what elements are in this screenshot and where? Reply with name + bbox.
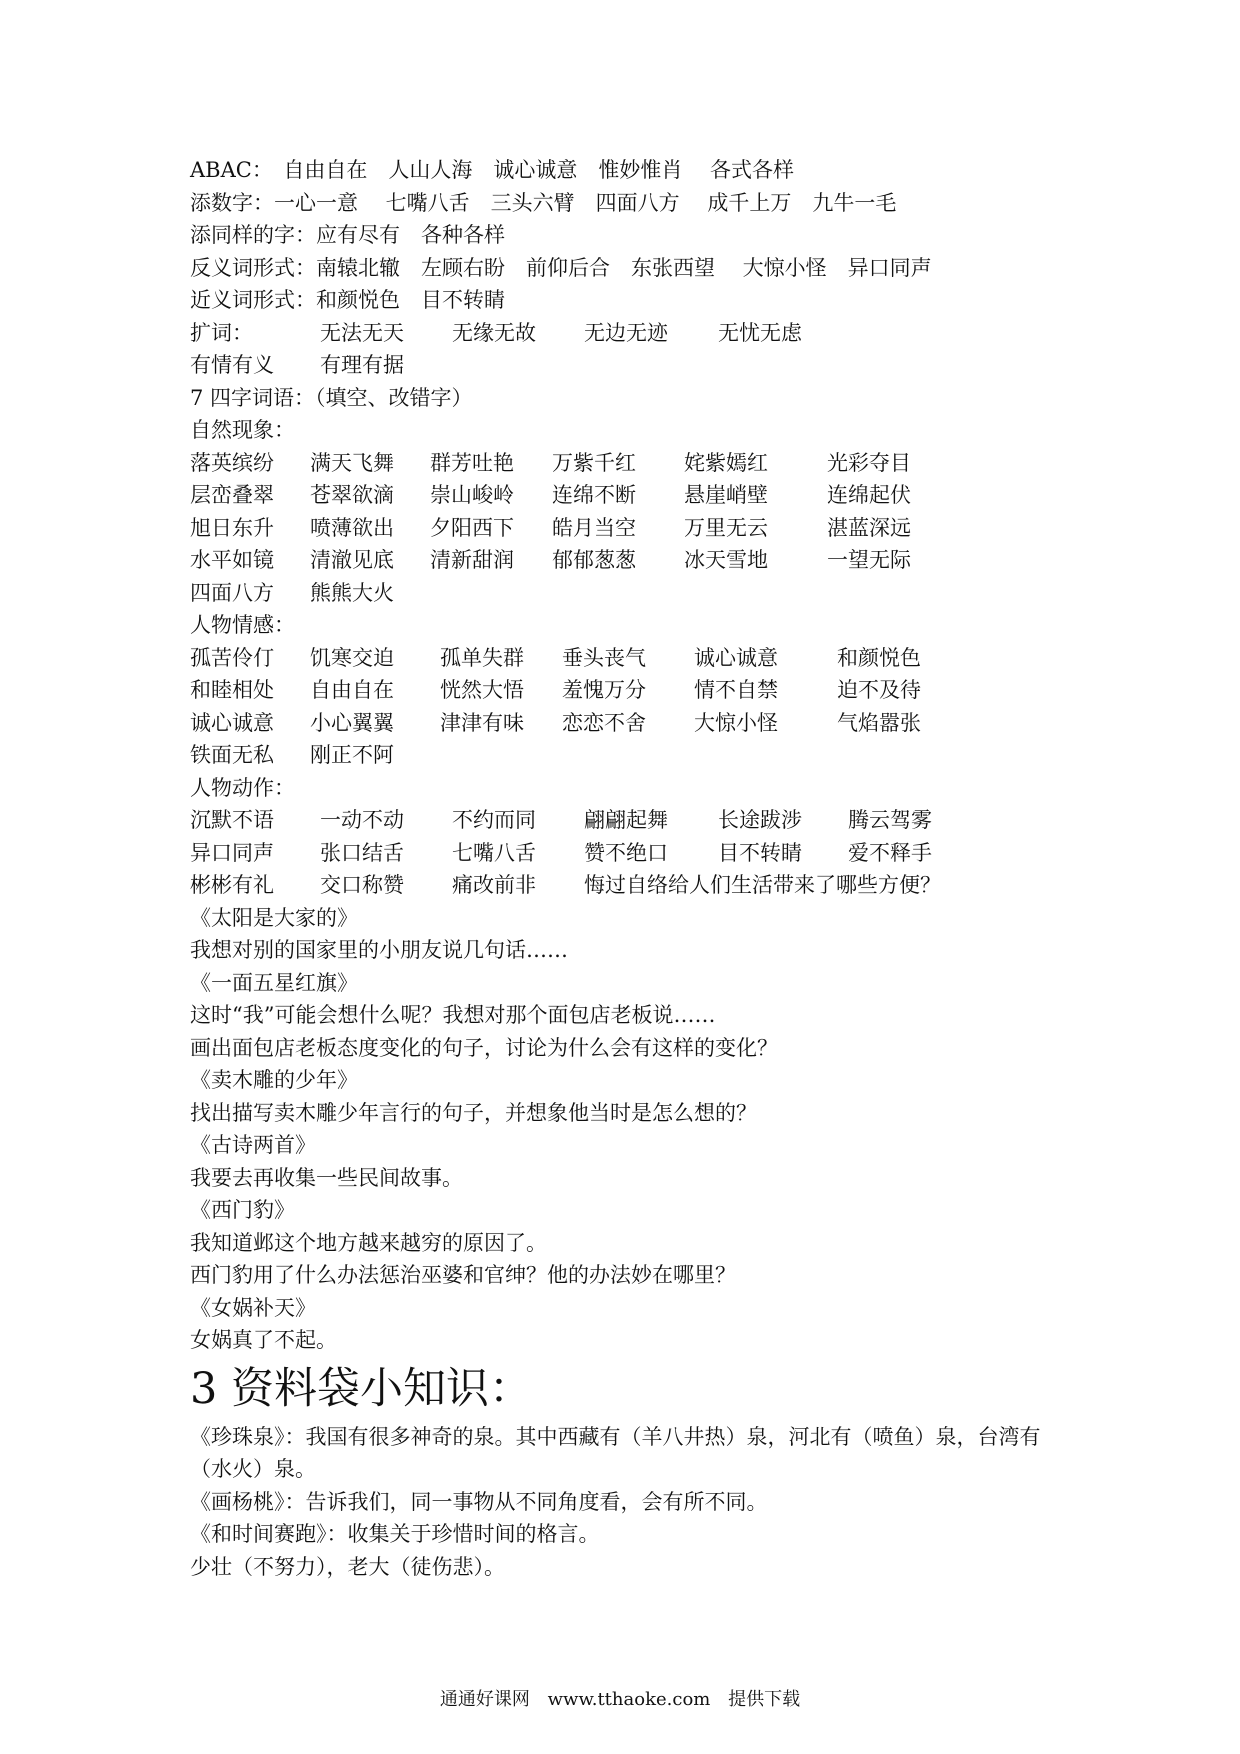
word: 冰天雪地: [684, 548, 768, 572]
word: 皓月当空: [552, 515, 636, 540]
word: 不约而同: [452, 808, 536, 832]
nature-row-3: [190, 512, 1090, 545]
emotion-row-1: [190, 642, 1090, 675]
word: 沉默不语: [190, 808, 274, 832]
word: 郁郁葱葱: [552, 548, 636, 572]
word: 彬彬有礼: [190, 873, 274, 897]
word: 悬崖峭壁: [684, 483, 768, 507]
word: 无法无天: [320, 320, 404, 345]
word: 痛改前非: [452, 873, 536, 897]
nature-row-5: [190, 577, 1090, 610]
word: 交口称赞: [320, 873, 404, 897]
word: 迫不及待: [837, 678, 921, 702]
text-line-add-number: 添数字：一心一意 七嘴八舌 三头六臂 四面八方 成千上万 九牛一毛: [190, 190, 897, 215]
word: 有理有据: [320, 353, 404, 377]
section-3-text: 《画杨桃》：告诉我们，同一事物从不同角度看，会有所不同。: [190, 1489, 768, 1514]
section-3-title: 3 资料袋小知识：: [190, 1363, 533, 1414]
word: 水平如镜: [190, 548, 274, 572]
word: 气焰嚣张: [837, 710, 921, 735]
word: 诚心诚意: [190, 710, 274, 735]
lesson-title: 《卖木雕的少年》: [190, 1068, 358, 1092]
text-line-synonym-form: 近义词形式：和颜悦色 目不转睛: [190, 288, 505, 312]
lesson-text: 西门豹用了什么办法惩治巫婆和官绅？他的办法妙在哪里？: [190, 1263, 736, 1287]
word: 大惊小怪: [694, 710, 778, 735]
word: 崇山峻岭: [430, 483, 514, 507]
lesson-title: 《西门豹》: [190, 1198, 295, 1222]
word: 长途跋涉: [718, 808, 802, 832]
word: 无边无迹: [584, 320, 668, 345]
word: 连绵不断: [552, 483, 636, 507]
footer-suffix: 提供下载: [728, 1689, 801, 1710]
word: 姹紫嫣红: [684, 450, 768, 475]
emotion-row-2: [190, 674, 1090, 707]
word: 无忧无虑: [718, 320, 802, 345]
word: 目不转睛: [718, 840, 802, 865]
word: 津津有味: [440, 710, 524, 735]
document-content: [190, 154, 1090, 1583]
word: 苍翠欲滴: [310, 483, 394, 507]
word: 喷薄欲出: [310, 515, 394, 540]
word: 诚心诚意: [694, 645, 778, 670]
word: 孤苦伶仃: [190, 645, 274, 670]
lesson-text: 找出描写卖木雕少年言行的句子，并想象他当时是怎么想的？: [190, 1100, 757, 1125]
word: 一望无际: [827, 548, 911, 572]
word: 和颜悦色: [837, 645, 921, 670]
nature-label: 自然现象：: [190, 418, 295, 442]
lesson-text: 我想对别的国家里的小朋友说几句话……: [190, 938, 568, 962]
footer-site-name: 通通好课网: [439, 1689, 530, 1710]
word: 万紫千红: [552, 450, 636, 475]
word: 恍然大悟: [440, 678, 524, 702]
word: 小心翼翼: [310, 710, 394, 735]
lesson-text: 画出面包店老板态度变化的句子，讨论为什么会有这样的变化？: [190, 1035, 778, 1060]
word: 自由自在: [310, 678, 394, 702]
word: 饥寒交迫: [310, 645, 394, 670]
word: 群芳吐艳: [430, 450, 514, 475]
page-footer: [0, 1688, 1240, 1712]
action-row-1: [190, 804, 1090, 837]
section-7-title: 7 四字词语：（填空、改错字）: [190, 385, 473, 410]
word: 清澈见底: [310, 548, 394, 572]
word: 连绵起伏: [827, 483, 911, 507]
action-row-3: [190, 869, 1090, 902]
emotion-row-3: [190, 707, 1090, 740]
word: 一动不动: [320, 808, 404, 832]
text-line-antonym-form: 反义词形式：南辕北辙 左顾右盼 前仰后合 东张西望 大惊小怪 异口同声: [190, 255, 932, 280]
lesson-title: 《古诗两首》: [190, 1133, 316, 1157]
kuoci-row-2: [190, 349, 1090, 382]
word: 刚正不阿: [310, 743, 394, 767]
lesson-title: 《一面五星红旗》: [190, 970, 358, 995]
lesson-text: 这时“我”可能会想什么呢？我想对那个面包店老板说……: [190, 1003, 716, 1027]
kuoci-row-1: [190, 317, 1090, 350]
word: 和睦相处: [190, 678, 274, 702]
action-label: 人物动作：: [190, 775, 295, 800]
section-3-text: 《珍珠泉》：我国有很多神奇的泉。其中西藏有（羊八井热）泉，河北有（喷鱼）泉，台湾有（水火）泉。: [190, 1424, 1041, 1481]
text-line-same-char: 添同样的字：应有尽有 各种各样: [190, 223, 505, 247]
action-row-2: [190, 837, 1090, 870]
word: 落英缤纷: [190, 450, 274, 475]
footer-url-link[interactable]: www.tthaoke.com: [547, 1689, 711, 1710]
word: 腾云驾雾: [848, 808, 932, 832]
word: 七嘴八舌: [452, 840, 536, 865]
word: 垂头丧气: [562, 645, 646, 670]
nature-row-1: [190, 447, 1090, 480]
word: 清新甜润: [430, 548, 514, 572]
text-fragment: 悔过自络给人们生活带来了哪些方便？: [584, 873, 941, 897]
word: 万里无云: [684, 515, 768, 540]
word: 无缘无故: [452, 320, 536, 345]
word: 异口同声: [190, 840, 274, 865]
word: 四面八方: [190, 580, 274, 605]
lesson-text: 我要去再收集一些民间故事。: [190, 1165, 463, 1190]
word: 层峦叠翠: [190, 483, 274, 507]
section-3-text: 少壮（不努力），老大（徒伤悲）。: [190, 1554, 505, 1579]
emotion-row-4: [190, 739, 1090, 772]
kuoci-label: 扩词：: [190, 320, 253, 345]
section-3-text: 《和时间赛跑》：收集关于珍惜时间的格言。: [190, 1522, 600, 1546]
word: 满天飞舞: [310, 450, 394, 475]
text-line-abac: ABAC： 自由自在 人山人海 诚心诚意 惟妙惟肖 各式各样: [190, 158, 795, 182]
lesson-text: 我知道邺这个地方越来越穷的原因了。: [190, 1230, 547, 1255]
nature-row-4: [190, 544, 1090, 577]
lesson-title: 《太阳是大家的》: [190, 905, 358, 930]
lesson-text: 女娲真了不起。: [190, 1328, 337, 1352]
word: 湛蓝深远: [827, 515, 911, 540]
word: 夕阳西下: [430, 515, 514, 540]
word: 有情有义: [190, 353, 274, 377]
word: 光彩夺目: [827, 450, 911, 475]
word: 恋恋不舍: [562, 710, 646, 735]
word: 爱不释手: [848, 840, 932, 865]
lesson-title: 《女娲补天》: [190, 1295, 316, 1320]
word: 情不自禁: [694, 678, 778, 702]
word: 赞不绝口: [584, 840, 668, 865]
word: 张口结舌: [320, 840, 404, 865]
word: 铁面无私: [190, 743, 274, 767]
nature-row-2: [190, 479, 1090, 512]
word: 羞愧万分: [562, 678, 646, 702]
emotion-label: 人物情感：: [190, 613, 295, 637]
word: 熊熊大火: [310, 580, 394, 605]
word: 孤单失群: [440, 645, 524, 670]
word: 旭日东升: [190, 515, 274, 540]
word: 翩翩起舞: [584, 808, 668, 832]
